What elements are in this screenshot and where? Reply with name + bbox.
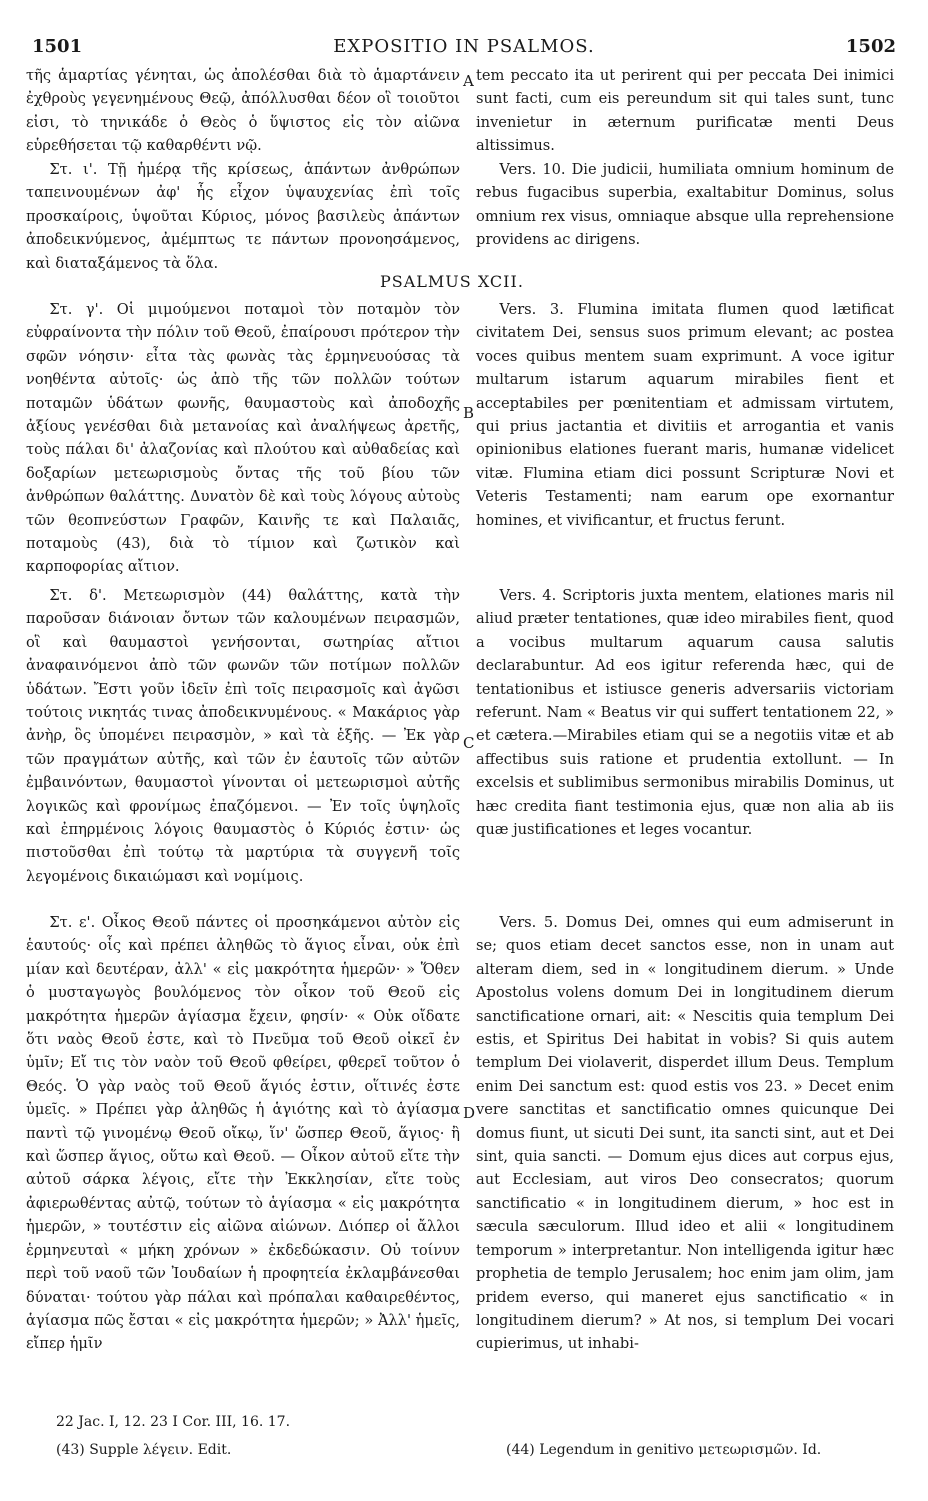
section-marker-c: C [463,734,475,752]
greek-paragraph-4: Στ. δ'. Μετεωρισμὸν (44) θαλάττης, κατὰ τὴν παροῦσαν διάνοιαν ὄντων τῶν καλουμένων πειρασμῶν, οἳ καὶ θαυμαστοὶ γενήσονται, σωτηρίας αἴτιοι ἀναφαινόμενοι ἀπὸ τῶν φωνῶν τῶν ποτίμων πολλῶν ὑδάτων. Ἔστι γοῦν ἰδεῖν ἐπὶ τοῖς πειρασμοῖς καὶ ἀγῶσι τούτοις νικητάς τινας ἀποδεικνυμένους. « Μακάριος γὰρ ἀνὴρ, ὃς ὑπομένει πειρασμὸν, » καὶ τὰ ἑξῆς. — Ἐκ γὰρ τῶν πραγμάτων αὐτῆς, καὶ τῶν ἐν ἑαυτοῖς τῶν αὐτῶν ἐμβαινόντων, θαυμαστοὶ γίνονται οἱ μετεωρισμοὶ αὐτῆς λογικῶς καὶ φρονίμως ἐπαζόμενοι. — Ἐν τοῖς ὑψηλοῖς καὶ ἐπηρμένοις λόγοις θαυμαστὸς ὁ Κύριός ἐστιν· ὡς πιστοῦσθαι ἐπὶ τούτῳ τὰ μαρτύρια τὰ συγγενῆ τοῖς λεγομένοις δικαιώμασι καὶ νομίμοις. [26,587,460,885]
latin-paragraph-1: tem peccato ita ut perirent qui per peccata Dei inimici sunt facti, cum eis pereundum sit qui tales sunt, tunc invenietur in æternum purificatæ menti Deus altissimus. [476,67,894,155]
section-marker-b: B [463,404,475,422]
page-header [32,36,896,58]
greek-paragraph-3: Στ. γ'. Οἱ μιμούμενοι ποταμοὶ τὸν ποταμὸν τὸν εὐφραίνοντα τὴν πόλιν τοῦ Θεοῦ, ἐπαίρουσι πρότερον τὴν σφῶν νόησιν· εἶτα τὰς φωνὰς τὰς ἑρμηνευούσας τὰ νοηθέντα αὐτοῖς· ὡς ἀπὸ τῆς τῶν πολλῶν τούτων ποταμῶν ὑδάτων φωνῆς, θαυμαστοὺς καὶ ἀποδοχῆς ἀξίους γενέσθαι διὰ μετανοίας καὶ ἀναλήψεως ἀρετῆς, τοὺς πάλαι δι' ἀλαζονίας καὶ πλούτου καὶ αὐθαδείας καὶ δοξαρίων μετεωρισμοὺς ὄντας τῆς τοῦ βίου τῶν ἀνθρώπων θαλάττης. Δυνατὸν δὲ καὶ τοὺς λόγους αὐτοὺς τῶν θεοπνεύστων Γραφῶν, Καινῆς τε καὶ Παλαιᾶς, ποταμοὺς (43), διὰ τὸ τίμιον καὶ ζωτικὸν καὶ καρποφορίας αἴτιον. [26,301,460,576]
latin-paragraph-3: Vers. 3. Flumina imitata flumen quod lætificat civitatem Dei, sensus suos primum elevant; ac postea voces quibus mentem suam exprimunt. A voce igitur multarum istarum aquarum mirabiles fient et acceptabiles per pœnitentiam et admissam virtutem, qui prius jactantia et divitiis et arrogantia et vanis opinionibus elationes fuerant maris, humanæ videlicet vitæ. Flumina etiam dici possunt Scripturæ Novi et Veteris Testamenti; nam earum ope exornantur homines, et vivificantur, et fructus ferunt. [476,301,894,529]
scripture-references: 22 Jac. I, 12. 23 I Cor. III, 16. 17. [56,1414,291,1430]
latin-paragraph-4: Vers. 4. Scriptoris juxta mentem, elationes maris nil aliud præter tentationes, quæ ideo mirabiles fient, quod a vocibus multarum aquarum causa salutis declarabuntur. Ad eos igitur referenda hæc, qui de tentationibus et istiusce generis adversariis victoriam referunt. Nam « Beatus vir qui suffert tentationem 22, » et cætera.—Mirabiles etiam qui se a negotiis vitæ et ab affectibus suis ratione et prudentia extollunt. — In excelsis et sublimibus sermonibus mirabilis Dominus, ut hæc credita fiant testimonia ejus, quæ non alia ab iis quæ justificationes et leges vocantur. [476,587,894,839]
running-title: EXPOSITIO IN PSALMOS. [333,36,595,57]
psalm-title: PSALMUS XCII. [380,272,524,291]
section-marker-d: D [463,1104,476,1122]
footnote-43: (43) Supple λέγειν. Edit. [56,1442,232,1458]
section-marker-a: A [463,72,474,90]
greek-paragraph-2: Στ. ι'. Τῇ ἡμέρᾳ τῆς κρίσεως, ἁπάντων ἀνθρώπων ταπεινουμένων ἀφ' ἧς εἶχον ὑψαυχενίας ἐπὶ τοῖς προσκαίροις, ὑψοῦται Κύριος, μόνος βασιλεὺς ἀπάντων ἀποδεικνύμενος, ἀμέμπτως τε πάντων προνοησάμενος, καὶ διαταξάμενος τὰ ὅλα. [26,161,460,272]
latin-paragraph-2: Vers. 10. Die judicii, humiliata omnium hominum de rebus fugacibus superbia, exaltabitur Dominus, solus omnium rex visus, omniaque absque ulla reprehensione providens ac dirigens. [476,161,894,249]
page-number-left: 1501 [32,36,83,57]
footnote-44: (44) Legendum in genitivo μετεωρισμῶν. Id. [506,1442,822,1458]
page-number-right: 1502 [845,36,896,57]
greek-paragraph-1: τῆς ἁμαρτίας γένηται, ὡς ἀπολέσθαι διὰ τὸ ἁμαρτάνειν ἐχθροὺς γεγενημένους Θεῷ, ἀπόλλυσθαι δέον οἳ τοιοῦτοι εἰσι, τὸ τηνικάδε ὁ Θεὸς ὁ ὕψιστος εἰς τὸν αἰῶνα εὑρεθήσεται τῷ καθαρθέντι νῷ. [26,67,460,155]
latin-paragraph-5: Vers. 5. Domus Dei, omnes qui eum admiserunt in se; quos etiam decet sanctos esse, non in unam aut alteram diem, sed in « longitudinem dierum. » Unde Apostolus volens domum Dei in longitudinem dierum sanctificatione ornari, ait: « Nescitis quia templum Dei estis, et Spiritus Dei habitat in vobis? Si quis autem templum Dei violaverit, disperdet illum Deus. Templum enim Dei sanctum est: quod estis vos 23. » Decet enim vere sanctitas et sanctificatio omnes quicunque Dei domus fiunt, ut sicuti Dei sunt, ita sancti sint, aut et Dei sint, quia sancti. — Domum ejus dices aut corpus ejus, aut Ecclesiam, aut viros Deo consecratos; quorum sanctificatio « in longitudinem dierum, » hoc est in sæcula sæculorum. Illud ideo et alii « longitudinem temporum » interpretantur. Non intelligenda igitur hæc prophetia de templo Jerusalem; hoc enim jam olim, jam pridem everso, qui maneret ejus sanctificatio « in longitudinem dierum? » At nos, si templum Dei vocari cupierimus, ut inhabi- [476,914,894,1353]
greek-paragraph-5: Στ. ε'. Οἶκος Θεοῦ πάντες οἱ προσηκάμενοι αὐτὸν εἰς ἑαυτούς· οἷς καὶ πρέπει ἀληθῶς τὸ ἅγιος εἶναι, οὐκ ἐπὶ μίαν καὶ δευτέραν, ἀλλ' « εἰς μακρότητα ἡμερῶν· » Ὅθεν ὁ μυσταγωγὸς βουλόμενος τὸν οἶκον τοῦ Θεοῦ εἰς μακρότητα ἡμερῶν ἁγίασμα ἔχειν, φησίν· « Οὐκ οἴδατε ὅτι ναὸς Θεοῦ ἐστε, καὶ τὸ Πνεῦμα τοῦ Θεοῦ οἰκεῖ ἐν ὑμῖν; Εἴ τις τὸν ναὸν τοῦ Θεοῦ φθείρει, φθερεῖ τοῦτον ὁ Θεός. Ὁ γὰρ ναὸς τοῦ Θεοῦ ἅγιός ἐστιν, οἵτινές ἐστε ὑμεῖς. » Πρέπει γὰρ ἀληθῶς ἡ ἁγιότης καὶ τὸ ἁγίασμα παντὶ τῷ γινομένῳ Θεοῦ οἴκῳ, ἵν' ὥσπερ Θεοῦ, ἅγιος· ἢ καὶ ὥσπερ ἅγιος, οὕτω καὶ Θεοῦ. — Οἶκον αὐτοῦ εἴτε τὴν αὐτοῦ σάρκα λέγοις, εἴτε τὴν Ἐκκλησίαν, εἴτε τοὺς ἀφιερωθέντας αὐτῷ, τούτων τὸ ἁγίασμα « εἰς μακρότητα ἡμερῶν, » τουτέστιν εἰς αἰῶνα αἰώνων. Διόπερ οἱ ἄλλοι ἑρμηνευταὶ « μήκη χρόνων » ἐκδεδώκασιν. Οὐ τοίνυν περὶ τοῦ ναοῦ τῶν Ἰουδαίων ἡ προφητεία ἐκλαμβάνεσθαι δύναται· τούτου γὰρ πάλαι καὶ πρόπαλαι καθαιρεθέντος, ἁγίασμα πῶς ἔσται « εἰς μακρότητα ἡμερῶν; » Ἀλλ' ἡμεῖς, εἴπερ ἡμῖν [26,914,460,1353]
